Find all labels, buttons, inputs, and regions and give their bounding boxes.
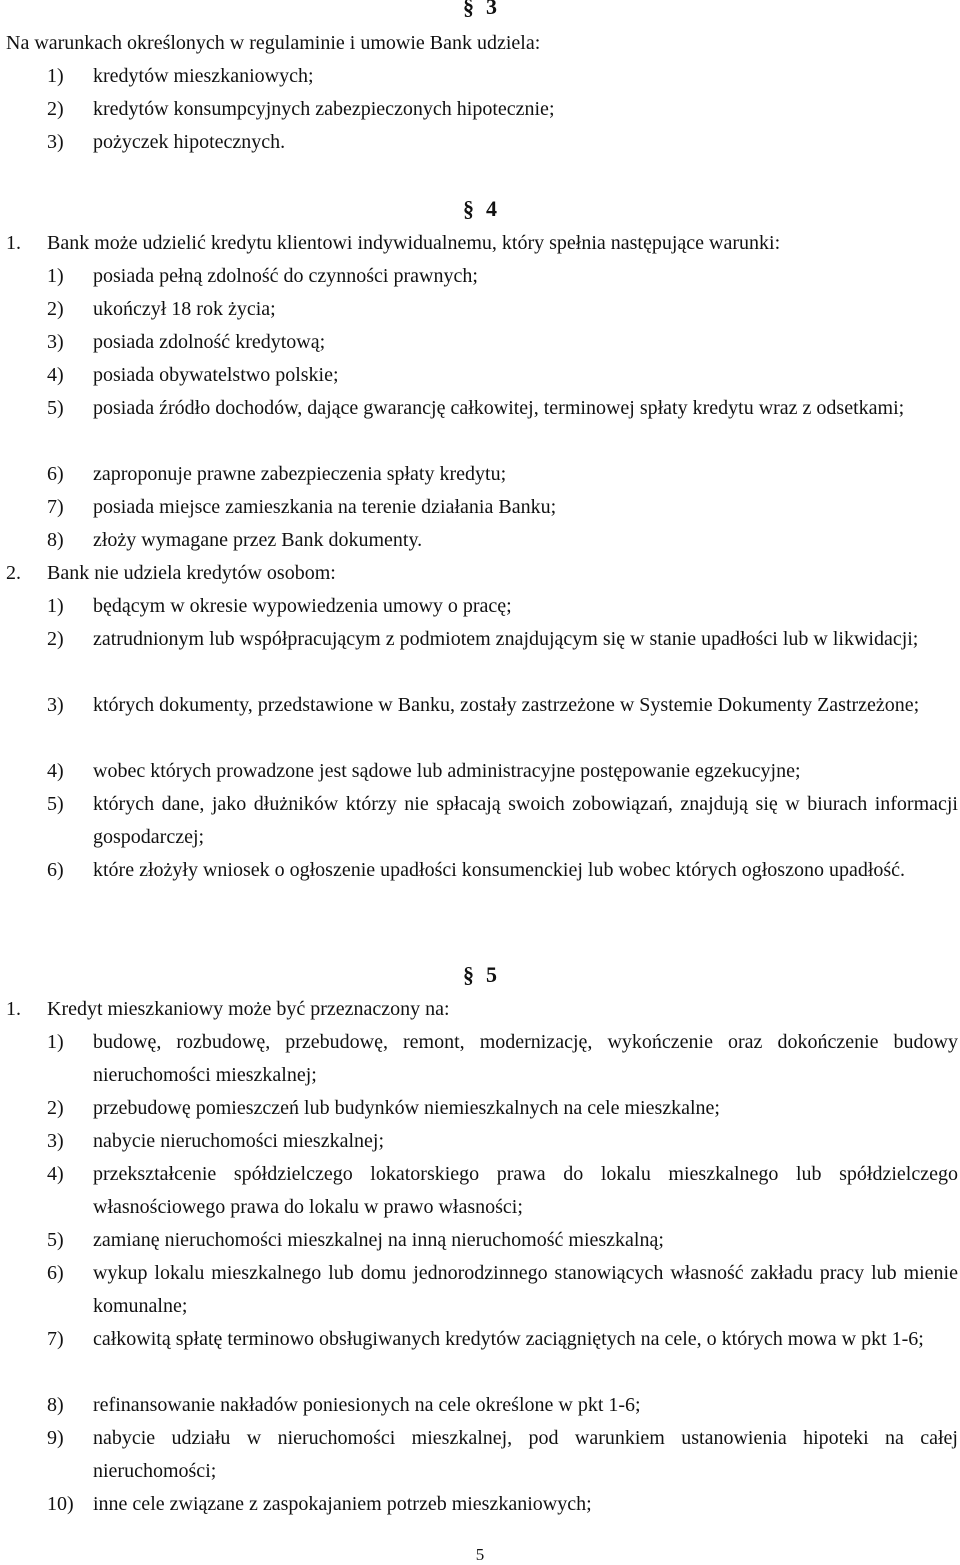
item-text: posiada zdolność kredytową; bbox=[93, 331, 326, 353]
item-number: 1) bbox=[47, 595, 64, 617]
item-number: 1) bbox=[47, 265, 64, 287]
section-4-heading bbox=[0, 196, 960, 222]
section-sign: § bbox=[463, 0, 474, 19]
paragraph-number: 1. bbox=[6, 232, 21, 254]
item-number: 5) bbox=[47, 793, 64, 815]
section-sign: § bbox=[463, 962, 474, 987]
item-text: nabycie udziału w nieruchomości mieszkalnej, pod warunkiem ustanowienia hipoteki na całej nieruchomości; bbox=[93, 1427, 958, 1482]
paragraph-1 bbox=[0, 993, 958, 1026]
list-item bbox=[0, 1125, 958, 1158]
section-5-body bbox=[0, 993, 958, 1521]
list-item bbox=[0, 623, 958, 689]
paragraph-number: 1. bbox=[6, 998, 21, 1020]
item-number: 1) bbox=[47, 1031, 64, 1053]
list-item bbox=[0, 260, 958, 293]
section-sign: § bbox=[463, 196, 474, 221]
item-text: których dokumenty, przedstawione w Banku, zostały zastrzeżone w Systemie Dokumenty Zastrzeżone; bbox=[93, 694, 920, 716]
item-number: 8) bbox=[47, 1394, 64, 1416]
item-text: które złożyły wniosek o ogłoszenie upadłości konsumenckiej lub wobec których ogłoszono upadłość. bbox=[93, 859, 906, 881]
item-text: złoży wymagane przez Bank dokumenty. bbox=[93, 529, 423, 551]
list-item bbox=[0, 590, 958, 623]
item-number: 9) bbox=[47, 1427, 64, 1449]
item-number: 4) bbox=[47, 1163, 64, 1185]
page-number: 5 bbox=[475, 1545, 485, 1564]
section-number: 3 bbox=[486, 0, 497, 19]
section-5-heading bbox=[0, 962, 960, 988]
item-text: przebudowę pomieszczeń lub budynków niemieszkalnych na cele mieszkalne; bbox=[93, 1097, 720, 1119]
item-number: 7) bbox=[47, 496, 64, 518]
list-item bbox=[0, 524, 958, 557]
item-text: przekształcenie spółdzielczego lokatorskiego prawa do lokalu mieszkalnego lub spółdzielczego własnościowego prawa do lokalu w prawo własności; bbox=[93, 1163, 958, 1218]
item-number: 6) bbox=[47, 859, 64, 881]
paragraph-text: Bank nie udziela kredytów osobom: bbox=[47, 562, 336, 584]
item-number: 6) bbox=[47, 1262, 64, 1284]
item-text: kredytów konsumpcyjnych zabezpieczonych hipotecznie; bbox=[93, 98, 555, 120]
item-text: posiada źródło dochodów, dające gwarancję całkowitej, terminowej spłaty kredytu wraz z odsetkami; bbox=[93, 397, 905, 419]
list-item bbox=[0, 1224, 958, 1257]
item-text: budowę, rozbudowę, przebudowę, remont, modernizację, wykończenie oraz dokończenie budowy nieruchomości mieszkalnej; bbox=[93, 1031, 958, 1086]
item-text: inne cele związane z zaspokajaniem potrzeb mieszkaniowych; bbox=[93, 1493, 592, 1515]
list-item bbox=[0, 126, 958, 159]
item-text: nabycie nieruchomości mieszkalnej; bbox=[93, 1130, 385, 1152]
list-item bbox=[0, 1158, 958, 1224]
section-3-heading bbox=[0, 0, 960, 20]
item-number: 5) bbox=[47, 1229, 64, 1251]
item-text: zamianę nieruchomości mieszkalnej na inną nieruchomość mieszkalną; bbox=[93, 1229, 664, 1251]
list-item bbox=[0, 293, 958, 326]
item-text: refinansowanie nakładów poniesionych na cele określone w pkt 1-6; bbox=[93, 1394, 641, 1416]
item-number: 8) bbox=[47, 529, 64, 551]
paragraph-text: Bank może udzielić kredytu klientowi indywidualnemu, który spełnia następujące warunki: bbox=[47, 232, 781, 254]
paragraph-1 bbox=[0, 227, 958, 260]
item-number: 7) bbox=[47, 1328, 64, 1350]
list-item bbox=[0, 392, 958, 458]
item-number: 3) bbox=[47, 694, 64, 716]
section-3-intro: Na warunkach określonych w regulaminie i umowie Bank udziela: bbox=[6, 32, 541, 54]
list-item bbox=[0, 788, 958, 854]
item-text: całkowitą spłatę terminowo obsługiwanych kredytów zaciągniętych na cele, o których mowa w pkt 1-6; bbox=[93, 1328, 924, 1350]
list-item bbox=[0, 689, 958, 755]
item-text: których dane, jako dłużników którzy nie spłacają swoich zobowiązań, znajdują się w biurach informacji gospodarczej; bbox=[93, 793, 958, 848]
item-text: wykup lokalu mieszkalnego lub domu jednorodzinnego stanowiących własność zakładu pracy lub mienie komunalne; bbox=[93, 1262, 958, 1317]
item-text: zaproponuje prawne zabezpieczenia spłaty kredytu; bbox=[93, 463, 507, 485]
section-number: 4 bbox=[486, 196, 497, 221]
item-text: kredytów mieszkaniowych; bbox=[93, 65, 314, 87]
list-item bbox=[0, 359, 958, 392]
item-text: pożyczek hipotecznych. bbox=[93, 131, 286, 153]
item-number: 4) bbox=[47, 760, 64, 782]
list-item bbox=[0, 1092, 958, 1125]
list-item bbox=[0, 1389, 958, 1422]
list-item bbox=[0, 458, 958, 491]
item-text: posiada miejsce zamieszkania na terenie działania Banku; bbox=[93, 496, 557, 518]
section-number: 5 bbox=[486, 962, 497, 987]
item-number: 3) bbox=[47, 1130, 64, 1152]
list-item bbox=[0, 1323, 958, 1389]
item-text: posiada pełną zdolność do czynności prawnych; bbox=[93, 265, 478, 287]
section-3-body bbox=[0, 27, 958, 159]
item-number: 10) bbox=[47, 1493, 74, 1515]
list-item bbox=[0, 326, 958, 359]
list-item bbox=[0, 1257, 958, 1323]
item-number: 3) bbox=[47, 131, 64, 153]
item-number: 6) bbox=[47, 463, 64, 485]
section-4-body bbox=[0, 227, 958, 920]
item-number: 2) bbox=[47, 98, 64, 120]
list-item bbox=[0, 93, 958, 126]
paragraph-number: 2. bbox=[6, 562, 21, 584]
list-item bbox=[0, 1026, 958, 1092]
list-item bbox=[0, 491, 958, 524]
item-number: 5) bbox=[47, 397, 64, 419]
item-number: 1) bbox=[47, 65, 64, 87]
item-number: 4) bbox=[47, 364, 64, 386]
item-number: 2) bbox=[47, 628, 64, 650]
paragraph-text: Kredyt mieszkaniowy może być przeznaczony na: bbox=[47, 998, 450, 1020]
item-number: 3) bbox=[47, 331, 64, 353]
item-number: 2) bbox=[47, 298, 64, 320]
item-text: wobec których prowadzone jest sądowe lub administracyjne postępowanie egzekucyjne; bbox=[93, 760, 801, 782]
list-item bbox=[0, 1422, 958, 1488]
paragraph-2 bbox=[0, 557, 958, 590]
list-item bbox=[0, 755, 958, 788]
list-item bbox=[0, 854, 958, 920]
list-item bbox=[0, 1488, 958, 1521]
item-text: posiada obywatelstwo polskie; bbox=[93, 364, 339, 386]
item-text: ukończył 18 rok życia; bbox=[93, 298, 276, 320]
item-text: zatrudnionym lub współpracującym z podmiotem znajdującym się w stanie upadłości lub w likwidacji; bbox=[93, 628, 919, 650]
item-text: będącym w okresie wypowiedzenia umowy o pracę; bbox=[93, 595, 512, 617]
item-number: 2) bbox=[47, 1097, 64, 1119]
list-item bbox=[0, 60, 958, 93]
